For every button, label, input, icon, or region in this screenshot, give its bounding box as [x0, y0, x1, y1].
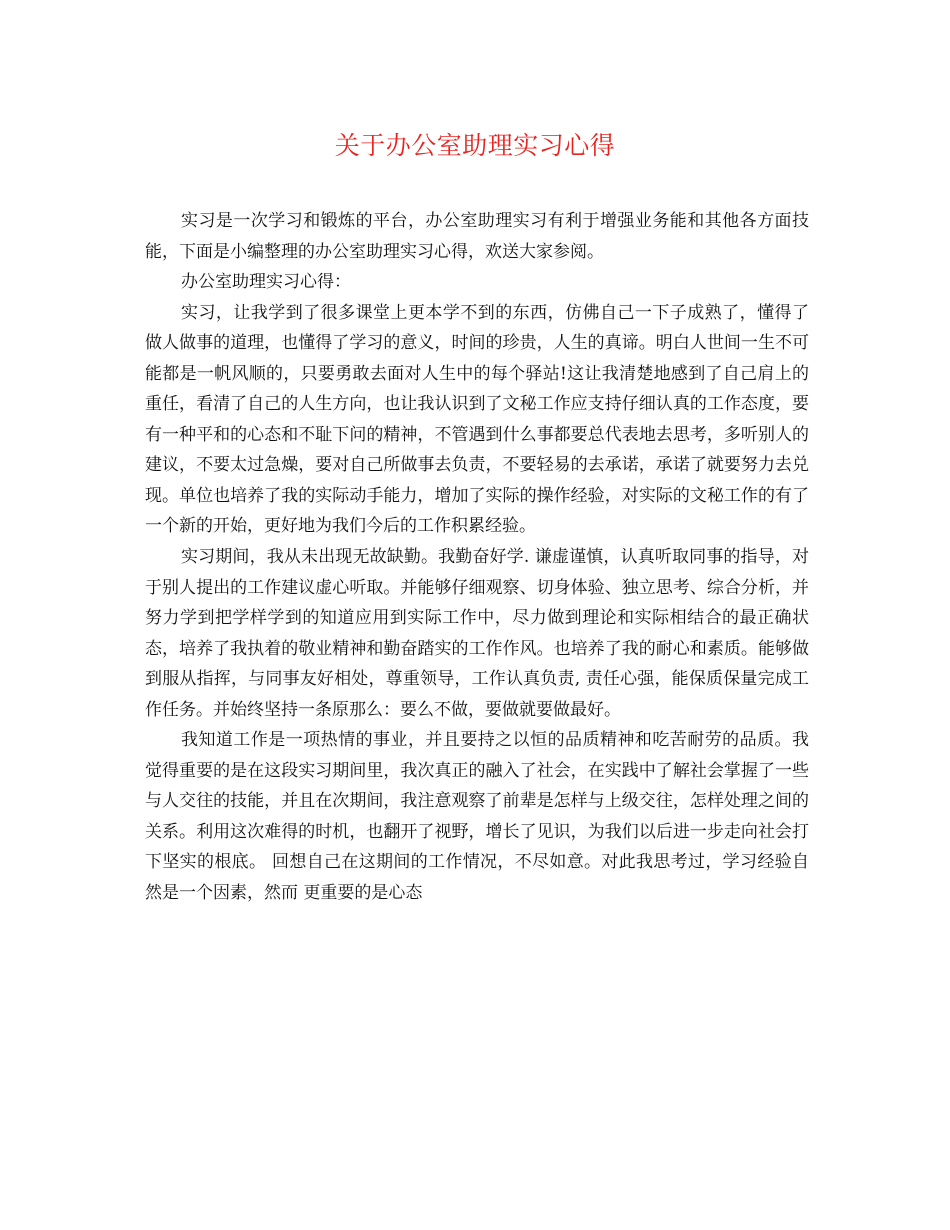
page-title: 关于办公室助理实习心得	[334, 131, 616, 160]
paragraph-body-2: 实习期间，我从未出现无故缺勤。我勤奋好学. 谦虚谨慎，认真听取同事的指导，对于别人提出的工作建议虚心听取。并能够仔细观察、切身体验、独立思考、综合分析，并努力学到把学样学到的知道应用到实际工作中，尽力做到理论和实际相结合的最正确状态，培养了我执着的敬业精神和勤奋踏实的工作作风。也培养了我的耐心和素质。能够做到服从指挥，与同事友好相处，尊重领导，工作认真负责, 责任心强，能保质保量完成工作任务。并始终坚持一条原那么：要么不做，要做就要做最好。	[145, 547, 809, 720]
paragraph-heading: 办公室助理实习心得：	[181, 272, 351, 293]
paragraph-intro: 实习是一次学习和锻炼的平台，办公室助理实习有利于增强业务能和其他各方面技能，下面是小编整理的办公室助理实习心得，欢送大家参阅。	[145, 211, 809, 262]
paragraph-body-3: 我知道工作是一项热情的事业，并且要持之以恒的品质精神和吃苦耐劳的品质。我觉得重要的是在这段实习期间里，我次真正的融入了社会，在实践中了解社会掌握了一些与人交往的技能，并且在次期间，我注意观察了前辈是怎样与上级交往，怎样处理之间的关系。利用这次难得的时机，也翻开了视野，增长了见识，为我们以后进一步走向社会打下坚实的根底。 回想自己在这期间的工作情况，不尽如意。对此我思考过，学习经验自然是一个因素，然而 更重要的是心态	[145, 730, 809, 904]
paragraph-body-1: 实习，让我学到了很多课堂上更本学不到的东西，仿佛自己一下子成熟了，懂得了做人做事的道理，也懂得了学习的意义，时间的珍贵，人生的真谛。明白人世间一生不可能都是一帆风顺的，只要勇敢去面对人生中的每个驿站!这让我清楚地感到了自己肩上的重任，看清了自己的人生方向，也让我认识到了文秘工作应支持仔细认真的工作态度，要有一种平和的心态和不耻下问的精神，不管遇到什么事都要总代表地去思考，多听别人的建议，不要太过急燥，要对自己所做事去负责，不要轻易的去承诺，承诺了就要努力去兑现。单位也培养了我的实际动手能力，增加了实际的操作经验，对实际的文秘工作的有了一个新的开始，更好地为我们今后的工作积累经验。	[145, 302, 809, 537]
document-body	[145, 206, 809, 909]
